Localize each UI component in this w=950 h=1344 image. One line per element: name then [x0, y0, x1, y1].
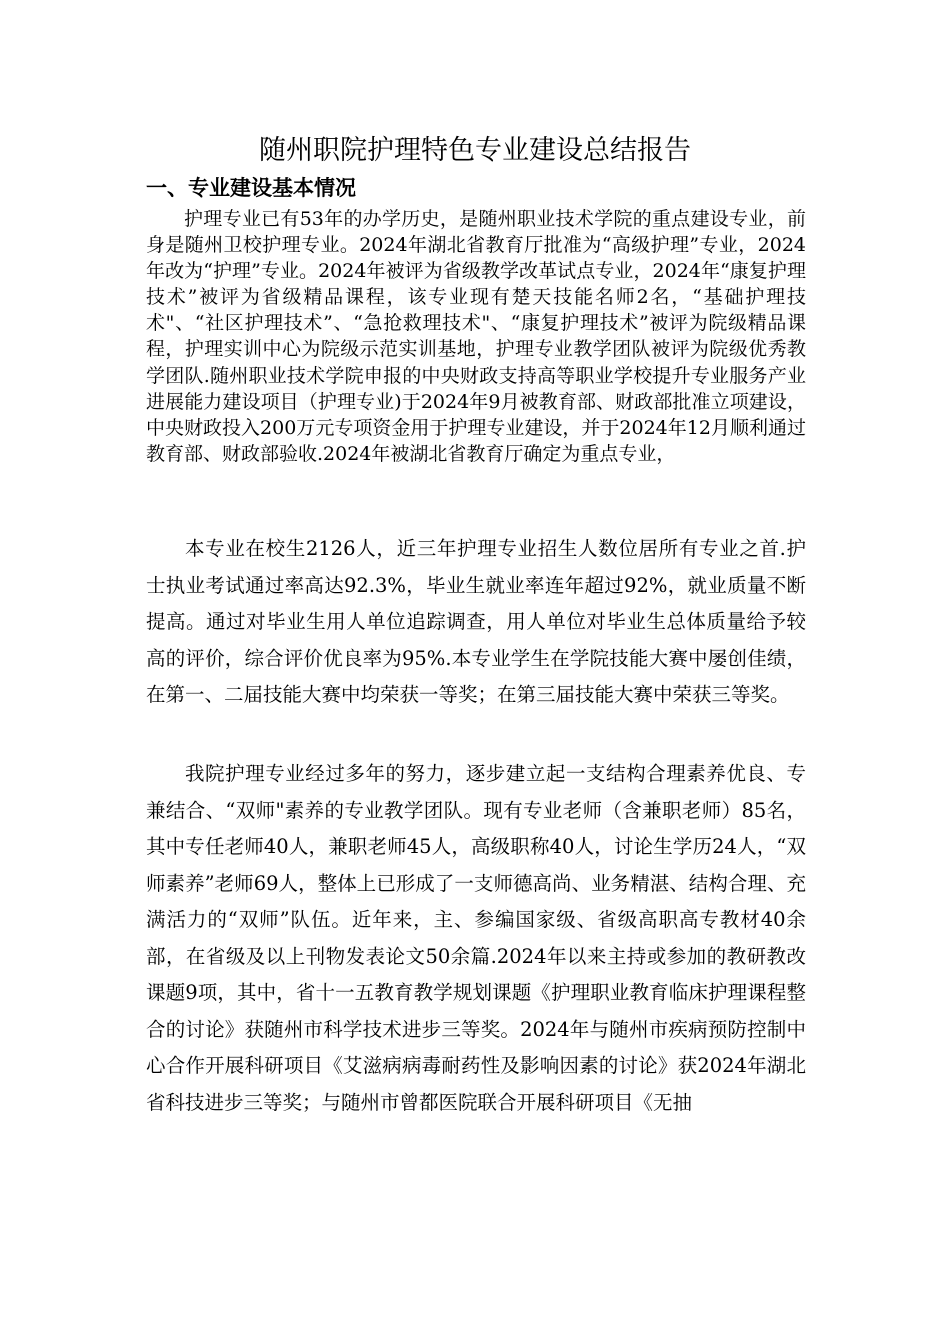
section-heading: 一、专业建设基本情况	[146, 176, 356, 200]
paragraph-history: 护理专业已有53年的办学历史，是随州职业技术学院的重点建设专业，前身是随州卫校护理专业。2024年湖北省教育厅批准为“高级护理”专业，2024年改为“护理”专业。2024年被评为省级教学改革试点专业，2024年“康复护理技术”被评为省级精品课程，该专业现有楚天技能名师2名，“基础护理技术"、“社区护理技术”、“急抢救理技术"、“康复护理技术”被评为院级精品课程，护理实训中心为院级示范实训基地，护理专业教学团队被评为院级优秀教学团队.随州职业技术学院申报的中央财政支持高等职业学校提升专业服务产业进展能力建设项目（护理专业)于2024年9月被教育部、财政部批准立项建设，中央财政投入200万元专项资金用于护理专业建设，并于2024年12月顺利通过教育部、财政部验收.2024年被湖北省教育厅确定为重点专业，	[146, 208, 806, 465]
document-title: 随州职院护理特色专业建设总结报告	[259, 135, 691, 166]
paragraph-students: 本专业在校生2126人，近三年护理专业招生人数位居所有专业之首.护士执业考试通过率高达92.3%，毕业生就业率连年超过92%，就业质量不断提高。通过对毕业生用人单位追踪调查，用人单位对毕业生总体质量给予较高的评价，综合评价优良率为95%.本专业学生在学院技能大赛中屡创佳绩，在第一、二届技能大赛中均荣获一等奖；在第三届技能大赛中荣获三等奖。	[146, 537, 806, 706]
paragraph-faculty: 我院护理专业经过多年的努力，逐步建立起一支结构合理素养优良、专兼结合、“双师"素养的专业教学团队。现有专业老师（含兼职老师）85名，其中专任老师40人，兼职老师45人，高级职称40人，讨论生学历24人，“双师素养”老师69人，整体上已形成了一支师德高尚、业务精湛、结构合理、充满活力的“双师”队伍。近年来，主、参编国家级、省级高职高专教材40余部，在省级及以上刊物发表论文50余篇.2024年以来主持或参加的教研教改课题9项，其中，省十一五教育教学规划课题《护理职业教育临床护理课程整合的讨论》获随州市科学技术进步三等奖。2024年与随州市疾病预防控制中心合作开展科研项目《艾滋病病毒耐药性及影响因素的讨论》获2024年湖北省科技进步三等奖；与随州市曾都医院联合开展科研项目《无抽	[146, 762, 806, 1114]
